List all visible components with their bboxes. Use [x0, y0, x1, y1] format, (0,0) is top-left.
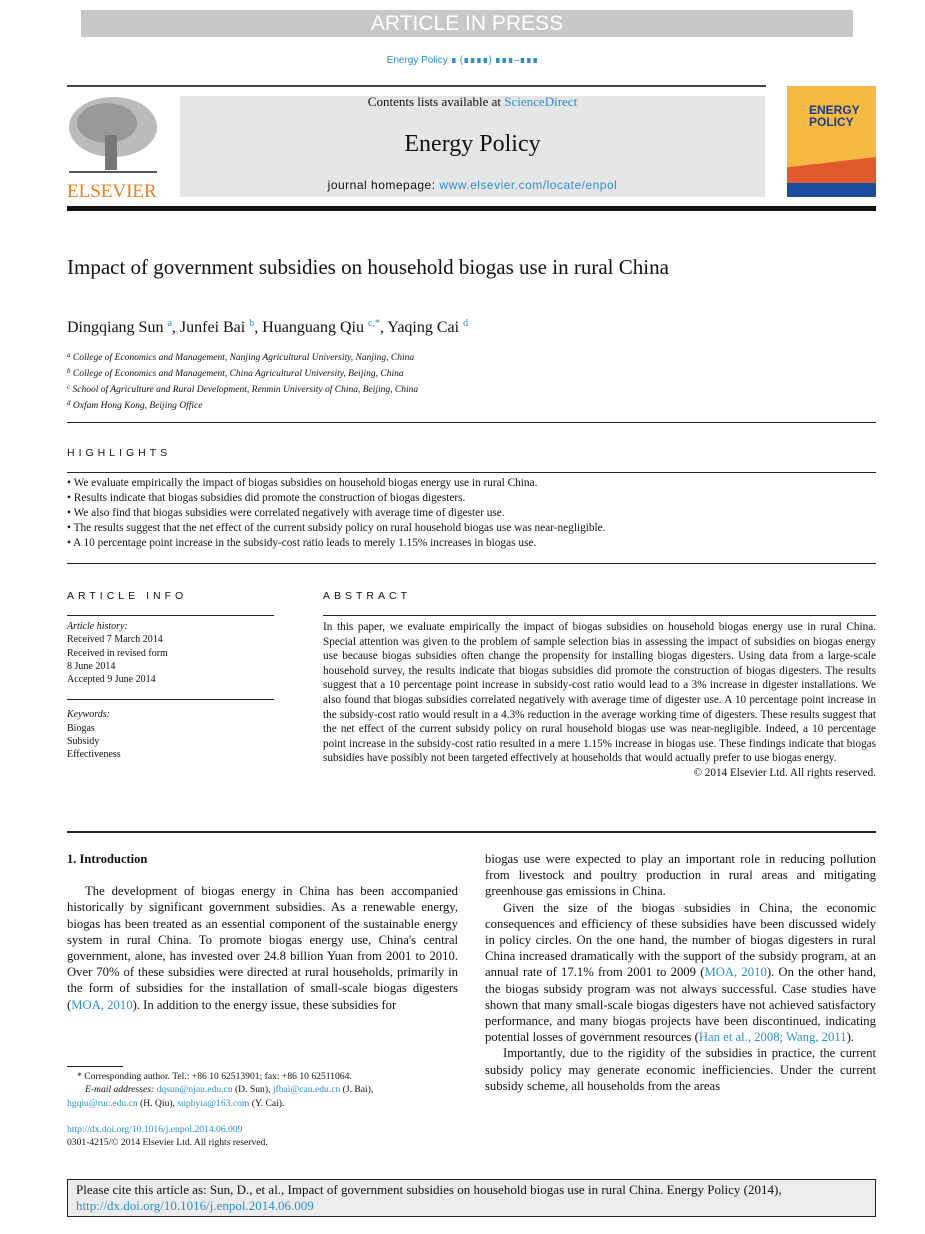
divider — [67, 699, 274, 700]
corresponding-author-note: Corresponding author. Tel.: +86 10 62513901; fax: +86 10 62511064. — [84, 1071, 352, 1082]
abstract-heading: ABSTRACT — [323, 590, 412, 602]
keyword: Effectiveness — [67, 749, 121, 761]
elsevier-logo[interactable] — [67, 95, 159, 202]
email-link[interactable]: hgqiu@ruc.edu.cn — [67, 1097, 138, 1109]
divider — [67, 615, 274, 616]
affiliations — [67, 349, 418, 413]
divider — [67, 422, 876, 423]
article-info-heading: ARTICLE INFO — [67, 590, 188, 602]
sciencedirect-link[interactable]: ScienceDirect — [504, 94, 578, 109]
history-label: Article history: — [67, 621, 128, 632]
author-affil-marker[interactable]: c,* — [368, 318, 380, 329]
cover-title-line: ENERGY — [809, 103, 860, 117]
tree-icon — [67, 95, 159, 175]
affiliation: $^c$ School of Agriculture and Rural Development, Renmin University of China, Beijing, China — [67, 383, 419, 395]
highlight-item: • Results indicate that biogas subsidies did promote the construction of biogas digesters. — [67, 492, 466, 504]
footnotes: * Corresponding author. Tel.: +86 10 62513901; fax: +86 10 62511064. E-mail addresses: dqsun@njau.edu.cn (D. Sun), jfbai@cau.edu.cn (J. Bai), hgqiu@ruc.edu.cn (H. Qiu), suphyia@163.com (Y. Cai). http://dx.doi.org/10.1016/j.enpol.2014.06.009 0301-4215/© 2014 Elsevier Ltd. All rights reserved. — [67, 1070, 467, 1149]
homepage-link[interactable]: www.elsevier.com/locate/enpol — [439, 178, 618, 192]
author[interactable]: Dingqiang Sun — [67, 319, 164, 336]
divider — [67, 831, 876, 833]
journal-cover[interactable] — [787, 86, 876, 197]
elsevier-wordmark: ELSEVIER — [67, 181, 157, 202]
citation-link[interactable]: MOA, 2010 — [71, 997, 133, 1012]
journal-title: Energy Policy — [404, 131, 541, 157]
author[interactable]: Huanguang Qiu — [262, 319, 364, 336]
keywords-label: Keywords: — [67, 709, 110, 721]
issn-copyright: 0301-4215/© 2014 Elsevier Ltd. All rights reserved. — [67, 1137, 268, 1149]
email-link[interactable]: suphyia@163.com — [177, 1097, 250, 1109]
author-affil-marker[interactable]: b — [249, 318, 255, 329]
citation-link[interactable]: MOA, 2010 — [704, 965, 767, 980]
divider — [67, 472, 876, 473]
history-item: Received 7 March 2014 — [67, 634, 163, 646]
divider — [67, 563, 876, 564]
affiliation: $^d$ Oxfam Hong Kong, Beijing Office — [67, 399, 203, 411]
affiliation: $^b$ College of Economics and Management, China Agricultural University, Beijing, China — [67, 367, 404, 379]
author-list: Dingqiang Sun $^a$, Junfei Bai $^b$, Huanguang Qiu $^{c,*}$, Yaqing Cai $^d$ — [67, 318, 469, 336]
journal-reference[interactable]: Energy Policy ∎ (∎∎∎∎) ∎∎∎–∎∎∎ — [386, 55, 539, 66]
journal-masthead — [180, 96, 765, 197]
highlight-item: • We evaluate empirically the impact of biogas subsidies on household biogas energy use in rural China. — [67, 477, 538, 489]
highlight-item: • The results suggest that the net effect of the current subsidy policy on rural household biogas use was near-negligible. — [67, 522, 606, 534]
footnote-rule — [67, 1066, 123, 1067]
email-label: E-mail addresses: — [85, 1084, 155, 1096]
paragraph: The development of biogas energy in China has been accompanied historically by significant government subsidies. As a renewable energy, biogas has been treated as an essential component of the sustainable energy system in rural China. To promote biogas energy use, China's central government, alone, has invested over 24.8 billion Yuan from 2001 to 2010. Over 70% of these subsidies were directed at rural households, primarily in the form of subsidies for the installation of small-scale biogas digesters (MOA, 2010). In addition to the energy issue, these subsidies for — [67, 884, 458, 1012]
paragraph: Importantly, due to the rigidity of the subsidies in practice, the current subsidy policy may generate economic inefficiencies. Under the current subsidy scheme, all households from the areas — [485, 1046, 876, 1093]
highlights-list — [67, 476, 606, 551]
article-title: Impact of government subsidies on household biogas use in rural China — [67, 255, 669, 279]
introduction-left-column — [67, 851, 458, 1013]
history-item: Accepted 9 June 2014 — [67, 674, 156, 686]
paragraph: biogas use were expected to play an important role in reducing pollution from livestock and poultry production in rural areas and mitigating greenhouse gas emissions in China. — [485, 852, 876, 899]
history-item: 8 June 2014 — [67, 660, 116, 672]
affiliation: $^a$ College of Economics and Management, Nanjing Agricultural University, Nanjing, China — [67, 351, 415, 363]
introduction-right-column — [485, 851, 876, 1094]
history-item: Received in revised form — [67, 647, 168, 659]
author[interactable]: Yaqing Cai — [387, 319, 460, 336]
contents-label: Contents lists available at — [367, 94, 505, 109]
article-in-press-banner: ARTICLE IN PRESS — [81, 10, 853, 37]
author-affil-marker[interactable]: a — [167, 318, 172, 329]
keyword: Subsidy — [67, 736, 100, 748]
abstract — [323, 620, 876, 781]
cover-graphic — [787, 157, 876, 183]
highlight-item: • A 10 percentage point increase in the subsidy-cost ratio leads to merely 1.15% increases in biogas use. — [67, 537, 537, 549]
homepage-label: journal homepage: — [327, 178, 440, 192]
section-heading: 1. Introduction — [67, 852, 148, 866]
citation-doi-link[interactable]: http://dx.doi.org/10.1016/j.enpol.2014.06.009 — [76, 1198, 314, 1213]
highlights-heading: HIGHLIGHTS — [67, 447, 172, 459]
author[interactable]: Junfei Bai — [179, 319, 246, 336]
email-link[interactable]: jfbai@cau.edu.cn — [272, 1084, 341, 1096]
divider — [323, 615, 876, 616]
abstract-copyright: © 2014 Elsevier Ltd. All rights reserved. — [693, 766, 876, 779]
citation-text: Please cite this article as: Sun, D., et al., Impact of government subsidies on household biogas use in rural China. Energy Policy (2014), — [76, 1182, 782, 1197]
divider — [67, 85, 766, 87]
article-info — [67, 620, 274, 762]
paragraph: Given the size of the biogas subsidies in China, the economic consequences and efficiency of these subsidies have been discussed widely in policy circles. On the one hand, the number of biogas digesters in rural China increased dramatically with the support of the subsidy program, at an annual rate of 17.1% from 2001 to 2009 (MOA, 2010). On the other hand, the biogas subsidy program was not always successful. Case studies have shown that many small-scale biogas digesters have not achieved satisfactory performance, and many biogas projects have been discontinued, indicating potential losses of government resources (Han et al., 2008; Wang, 2011). — [485, 900, 876, 1045]
author-affil-marker[interactable]: d — [463, 318, 469, 329]
cover-band — [787, 183, 876, 197]
doi-link[interactable]: http://dx.doi.org/10.1016/j.enpol.2014.06.009 — [67, 1123, 243, 1135]
highlight-item: • We also find that biogas subsidies were correlated negatively with average time of digester use. — [67, 507, 505, 519]
citation-box — [67, 1179, 876, 1217]
citation-link[interactable]: Han et al., 2008; Wang, 2011 — [698, 1030, 847, 1045]
abstract-text: In this paper, we evaluate empirically the impact of biogas subsidies on household biogas energy use in rural China. Special attention was given to the problem of sample selection bias in assessing the impact of subsidies on biogas energy use because biogas subsidies often change the propensity for installing biogas digesters. Using data from a large-scale household survey, the results indicate that biogas subsidies did promote the construction of biogas digesters. The results suggest that a 10 percentage point increase in subsidy-cost ratio would lead to a 3% increase in digester installations. We also found that biogas subsidies correlated negatively with average time of digester use. A 10 percentage point increase in the subsidy-cost ratio would result in a 4.3% reduction in the average working time of digesters. These results suggest that the net effect of the current subsidy policy on rural household biogas use was near-negligible. Indeed, a 10 percentage point increase in the subsidy-cost ratio resulted in a mere 1.15% increase in biogas use. These findings indicate that biogas subsidies have possibly not been targeted effectively at households that would actually prefer to use biogas energy. — [323, 621, 876, 765]
email-link[interactable]: dqsun@njau.edu.cn — [156, 1084, 233, 1096]
cover-title-line: POLICY — [809, 115, 854, 129]
divider — [67, 206, 876, 211]
keyword: Biogas — [67, 722, 95, 734]
